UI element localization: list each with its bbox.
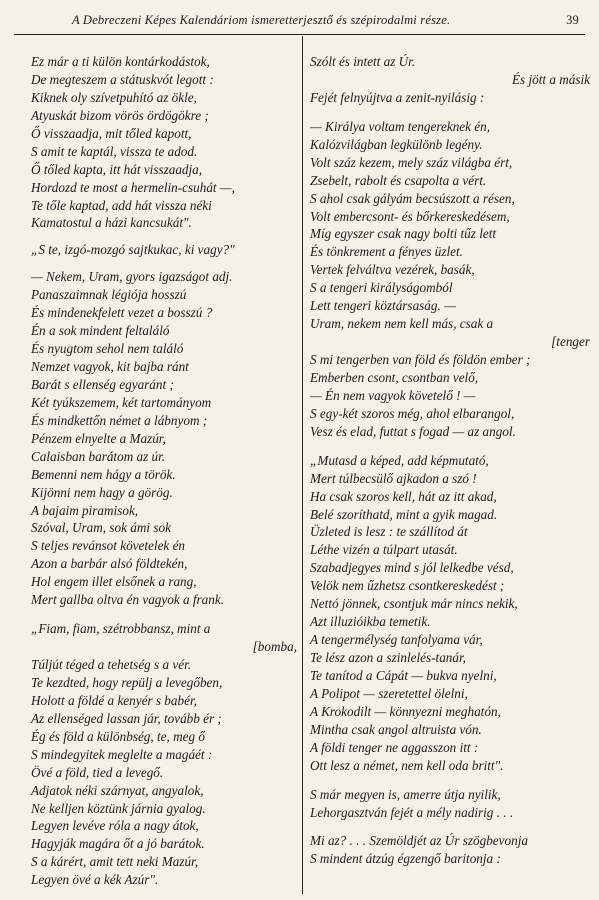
poem-line: Léthe vizén a túlpart utasát. [310,542,458,558]
poem-line: Ha csak szoros kell, hát az itt akad, [310,488,497,504]
poem-line: Két tyúkszemem, két tartományom [31,394,212,410]
poem-line: Panaszaimnak légiója hosszú [31,287,187,303]
poem-line: S egy-két szoros még, ahol elbarangol, [310,405,515,421]
page-number: 39 [566,13,579,27]
poem-line: Te tanítod a Cápát — bukva nyelni, [310,667,497,683]
poem-line: Az ellenséged lassan jár, tovább ér ; [31,710,222,726]
poem-line: Uram, nekem nem kell más, csak a [310,316,494,332]
poem-line: Fejét felnyújtva a zenit-nyilásig : [310,89,485,105]
poem-line: Barát s ellenség egyaránt ; [31,376,174,392]
poem-line: Mert gallba oltva én vagyok a frank. [31,592,225,608]
poem-line: Holott a földé a kenyér s babér, [31,692,197,708]
stanza-gap [31,609,297,620]
poem-line: Túljút téged a tehetség s a vér. [31,657,192,672]
poem-line: Míg egyszer csak nagy bolti tűz lett [310,226,497,242]
poem-line: És mindenekfelett vezet a bosszú ? [31,305,213,321]
poem-line: Azon a barbár alsó földtekén, [31,556,188,572]
poem-line: Ő visszaadja, mit tőled kapott, [31,125,192,141]
poem-line: S a tengeri királyságomból [310,280,453,296]
poem-line: S amit te kaptál, vissza te adod. [31,143,198,159]
poem-line: Volt embercsont- és bőrkereskedésem, [310,208,510,224]
poem-line: Pénzem elnyelte a Mazúr, [31,430,166,446]
header-rule [14,34,585,35]
poem-line: A Krokodilt — könnyezni meghatón, [310,703,501,719]
right-column [310,53,590,868]
poem-line: Calaisban barátom az úr. [31,448,166,464]
poem-line: Kalózvilágban legkülönb legény. [310,136,483,152]
running-header [14,13,585,33]
poem-line: Mintha csak angol altruista vón. [310,721,482,737]
poem-line: Zsebelt, rabolt és csapolta a vért. [310,172,487,188]
poem-line: S már megyen is, amerre útja nyilik, [310,786,501,802]
poem-line: [tenger [551,334,590,350]
poem-line: Nemzet vagyok, kit bajba ránt [31,359,189,374]
poem-line: Velök nem űzhetsz csontkereskedést ; [310,578,505,594]
poem-line: S mindegyitek meglelte a magáét : [31,746,213,762]
poem-line: És tönkrement a fényes üzlet. [310,244,463,260]
poem-line: S ahol csak gályám becsúszott a résen, [310,190,515,206]
poem-line: Te kezdted, hogy repülj a levegőben, [31,674,223,690]
poem-line: A bajaim piramisok, [31,502,139,518]
poem-line: Legyen levéve róla a nagy átok, [31,818,199,834]
poem-line: Nettó jönnek, csontjuk már nincs nekik, [310,596,518,612]
poem-line: A tengermélység tanfolyama vár, [310,632,483,648]
poem-line: Ez már a ti külön kontárkodástok, [31,54,210,69]
poem-line: Mert túlbecsülő ajkadon a szó ! [310,470,477,486]
poem-line: [bomba, [252,639,297,655]
poem-line: Adjatok néki szárnyat, angyalok, [31,782,204,798]
poem-line: Lett tengeri köztársaság. — [310,298,456,314]
poem-line: És jött a másik [511,71,590,87]
poem-line: — Nekem, Uram, gyors igazságot adj. [31,269,233,285]
poem-line: Emberben csont, csontban velő, [310,369,479,385]
poem-line: S teljes revánsot követelek én [31,538,186,554]
poem-line: Mi az? . . . Szemöldjét az Úr szögbevonja [310,833,528,849]
poem-line: Bemenni nem hágy a török. [31,466,176,482]
stanza-gap [310,441,590,452]
poem-line: Ő tőled kapta, itt hát visszaadja, [31,161,203,177]
poem-line: Övé a föld, tied a levegő. [31,764,164,780]
poem-line: Ne kelljen köztünk járnia gyalog. [31,800,206,816]
column-divider [302,36,303,894]
poem-line: Vesz és elad, futtat s fogad — az angol. [310,423,516,439]
poem-line: Te lész azon a szinlelés-tanár, [310,650,466,665]
poem-line: Üzleted is lesz : te szállítod át [310,524,468,540]
poem-line: A földi tenger ne aggasszon itt : [310,739,479,755]
poem-line: Szólt és intett az Úr. [310,54,416,69]
poem-line: „S te, izgó-mozgó sajtkukac, ki vagy?" [31,242,235,258]
left-column [31,53,297,889]
poem-line: A Polipot — szeretettel ölelni, [310,685,468,701]
poem-line: S mi tengerben van föld és földön ember ; [310,352,531,367]
stanza-gap [310,775,590,786]
poem-line: Hordozd te most a hermelin-csuhát —, [31,179,235,195]
stanza-gap [310,821,590,832]
poem-line: Ott lesz a német, nem kell oda britt". [310,757,504,773]
poem-line: Kiknek oly szívetpuhító az ökle, [31,89,197,105]
poem-line: S a kárért, amit tett neki Mazúr, [31,854,199,870]
poem-line: Én a sok mindent feltaláló [31,323,170,339]
poem-line: Te tőle kaptad, add hát vissza néki [31,197,212,213]
poem-line: Volt száz kezem, mely száz világba ért, [310,154,513,170]
poem-line: S mindent átzúg égzengő baritonja : [310,851,501,867]
poem-line: Vertek felváltva vezérek, basák, [310,262,475,278]
stanza-gap [31,259,297,268]
poem-line: Hol engem illet elsőnek a rang, [31,574,197,590]
poem-line: Szabadjegyes mind s jól lelkedbe vésd, [310,560,514,576]
poem-line: Hagyják magára őt a jó barátok. [31,836,205,852]
poem-line: Kamatostul a házi kancsukát". [31,215,192,231]
poem-line: És mindkettőn német a lábnyom ; [31,412,208,428]
poem-line: Belé szoríthatd, mint a gyik magad. [310,506,498,522]
poem-line: — Királya voltam tengereknek én, [310,118,491,134]
stanza-gap [310,107,590,118]
poem-line: Lehorgasztván fejét a mély nadirig . . . [310,804,514,820]
poem-line: Szóval, Uram, sok ámi sok [31,520,171,536]
stanza-gap [31,232,297,241]
poem-line: De megteszem a státuskvót legott : [31,71,214,87]
poem-line: „Fiam, fiam, szétrobbansz, mint a [31,621,211,637]
poem-line: Ég és föld a különbség, te, meg ő [31,728,205,744]
poem-line: Kijönni nem hagy a görög. [31,484,173,500]
poem-line: És nyugtom sehol nem találó [31,341,184,357]
poem-line: Legyen övé a kék Azúr". [31,872,159,888]
header-title: A Debreczeni Képes Kalendáriom ismeretterjesztő és szépirodalmi része. [72,13,451,27]
poem-line: — Én nem vagyok követelő ! — [310,387,476,403]
poem-line: Azt illuzióikba temetik. [310,614,431,630]
poem-line: Atyuskát bizom vörös ördögökre ; [31,107,209,123]
poem-line: „Mutasd a képed, add képmutató, [310,452,489,468]
